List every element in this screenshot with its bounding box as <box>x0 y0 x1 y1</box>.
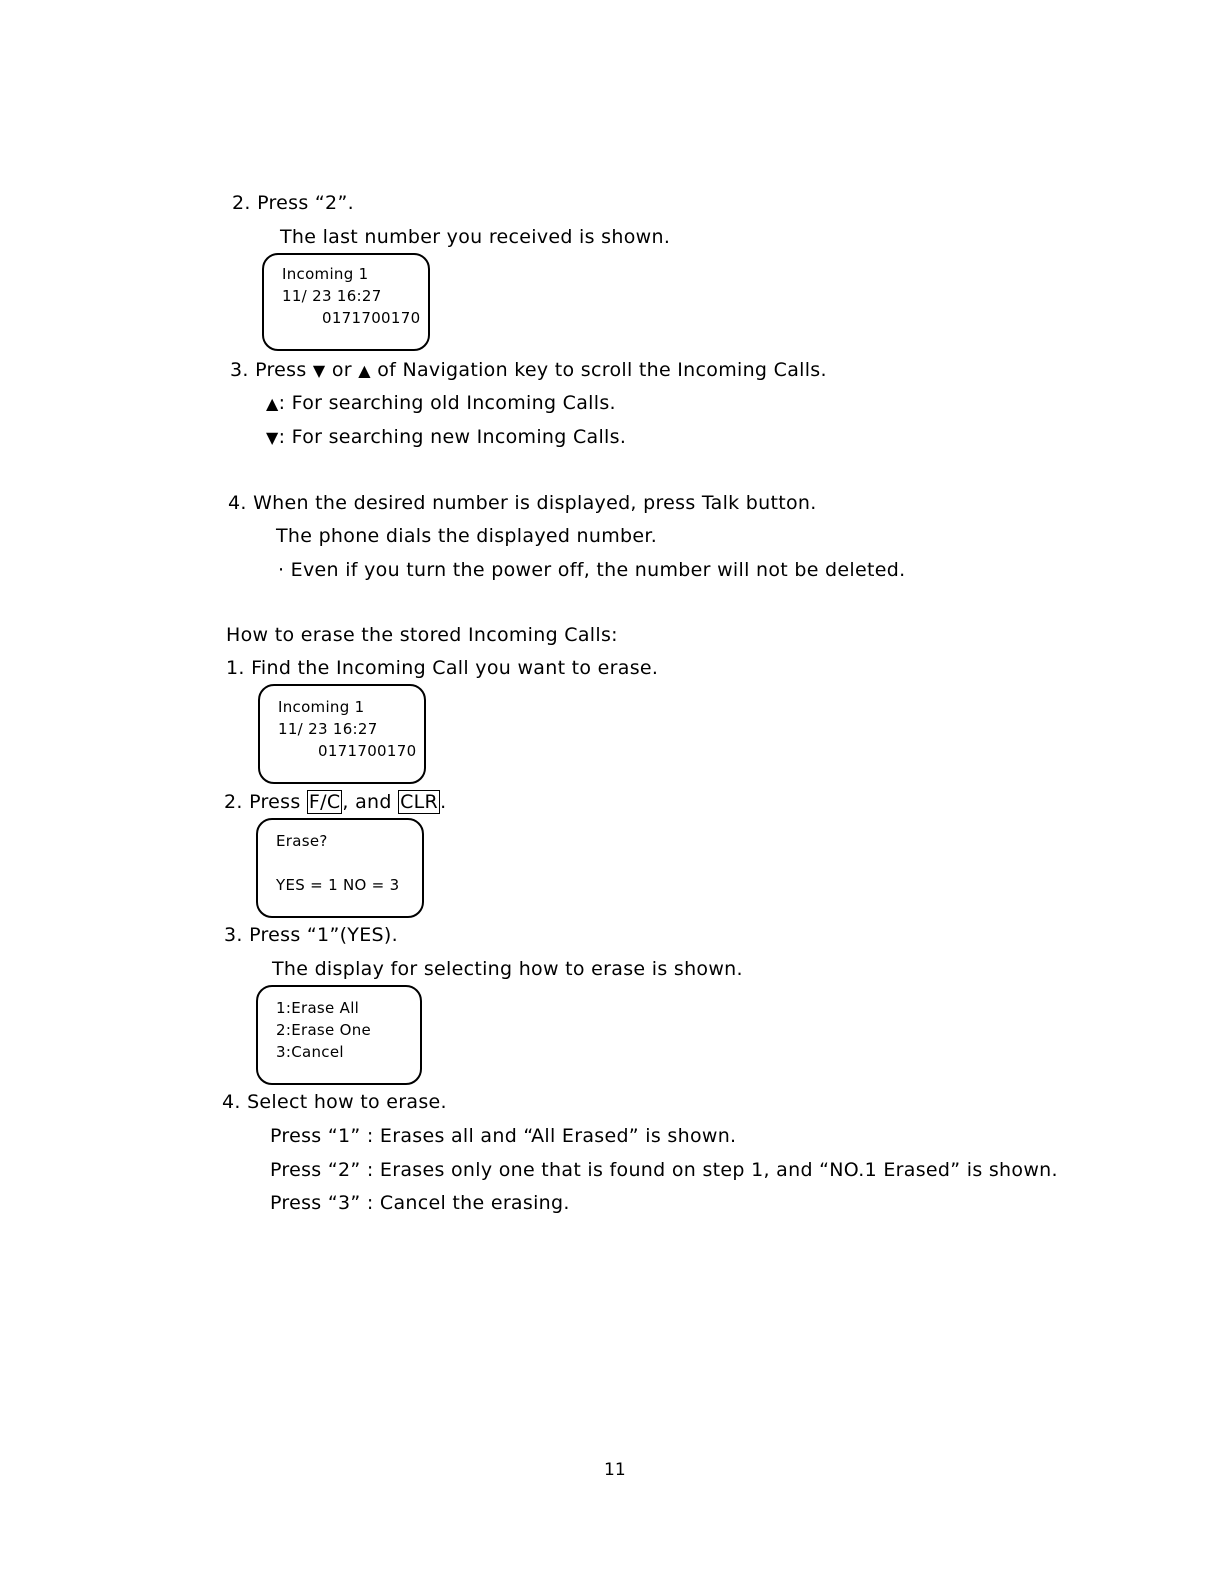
step-4-description: The phone dials the displayed number. <box>276 525 658 547</box>
step-3-up-line <box>266 392 616 415</box>
step-3-down-desc: : For searching new Incoming Calls. <box>278 426 627 448</box>
step-2-text: 2. Press “2”. <box>232 192 354 214</box>
clr-key: CLR <box>400 791 439 813</box>
lcd-line: 0171700170 <box>322 309 421 327</box>
lcd-line: 2:Erase One <box>276 1021 372 1039</box>
erase-step-1-text: 1. Find the Incoming Call you want to erase. <box>226 657 659 679</box>
erase-option-2: Press “2” : Erases only one that is found on step 1, and “NO.1 Erased” is shown. <box>270 1159 1058 1181</box>
step-3-down-line <box>266 426 626 449</box>
lcd-line: Erase? <box>276 832 328 850</box>
erase-option-3: Press “3” : Cancel the erasing. <box>270 1192 570 1214</box>
erase-step-3-description: The display for selecting how to erase is shown. <box>272 958 743 980</box>
down-arrow-icon: ▼ <box>312 361 326 380</box>
step-3-or: or <box>331 359 352 381</box>
lcd-display-find <box>258 684 426 784</box>
step-4-text: 4. When the desired number is displayed, press Talk button. <box>228 492 817 514</box>
erase-step-2-end: . <box>440 791 447 813</box>
lcd-line: 11/ 23 16:27 <box>278 720 378 738</box>
step-4-note: · Even if you turn the power off, the number will not be deleted. <box>278 559 906 581</box>
lcd-line: YES = 1 NO = 3 <box>276 876 400 894</box>
lcd-display-incoming <box>262 253 430 351</box>
up-arrow-icon: ▲ <box>266 394 279 413</box>
erase-step-2-prefix: 2. Press <box>224 791 301 813</box>
step-3-suffix: of Navigation key to scroll the Incoming Calls. <box>377 359 827 381</box>
erase-heading: How to erase the stored Incoming Calls: <box>226 624 618 646</box>
up-arrow-icon: ▲ <box>358 361 371 380</box>
step-3-prefix: 3. Press <box>230 359 307 381</box>
erase-step-4-text: 4. Select how to erase. <box>222 1091 447 1113</box>
fc-key: F/C <box>308 791 341 813</box>
lcd-line: 11/ 23 16:27 <box>282 287 382 305</box>
step-2-description: The last number you received is shown. <box>280 226 671 248</box>
step-3-up-desc: : For searching old Incoming Calls. <box>278 392 616 414</box>
lcd-line: Incoming 1 <box>282 265 369 283</box>
step-3-text <box>230 359 827 382</box>
erase-step-3-text: 3. Press “1”(YES). <box>224 924 398 946</box>
erase-step-2-text <box>224 790 446 814</box>
lcd-line: 3:Cancel <box>276 1043 344 1061</box>
lcd-line: Incoming 1 <box>278 698 365 716</box>
lcd-line: 1:Erase All <box>276 999 360 1017</box>
down-arrow-icon: ▼ <box>266 428 279 447</box>
page-number: 11 <box>604 1460 626 1480</box>
erase-option-1: Press “1” : Erases all and “All Erased” is shown. <box>270 1125 737 1147</box>
lcd-display-erase-confirm <box>256 818 424 918</box>
lcd-line: 0171700170 <box>318 742 417 760</box>
erase-step-2-mid: , and <box>342 791 392 813</box>
lcd-display-erase-options <box>256 985 422 1085</box>
